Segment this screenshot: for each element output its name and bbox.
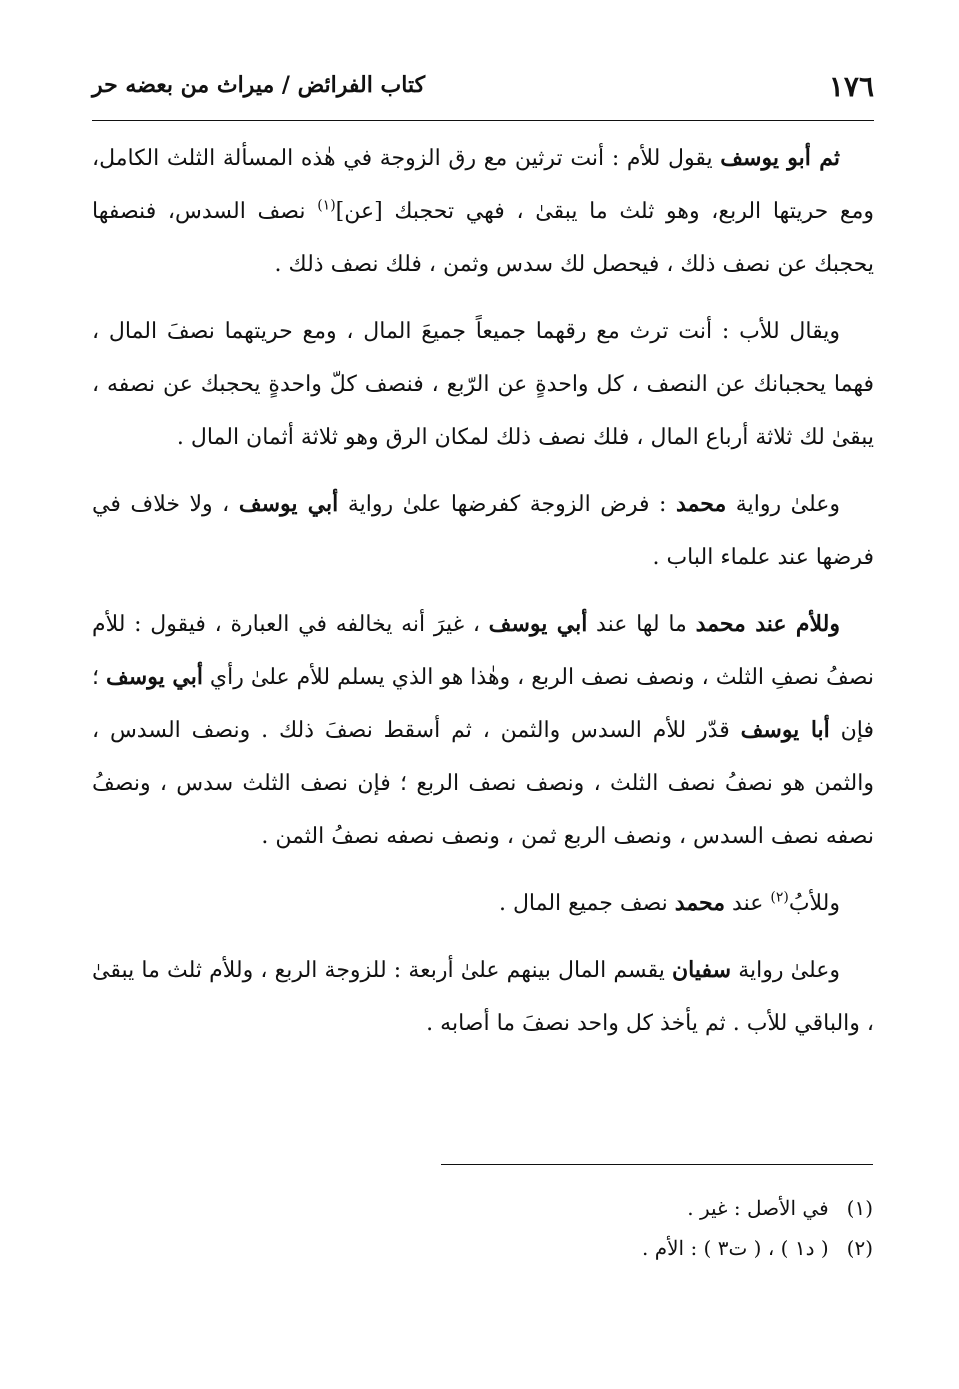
- footnote-number: (١): [846, 1196, 873, 1220]
- paragraph-text: عند: [725, 891, 771, 916]
- paragraph-text: وللأبُ: [788, 891, 840, 916]
- paragraph-text: نصف جميع المال .: [498, 891, 675, 916]
- paragraph-text: ، ولا خلاف في فرضها عند علماء الباب .: [92, 492, 874, 570]
- bold-text: ثم أبو يوسف: [720, 145, 840, 171]
- paragraph-text: ، غيرَ أنه يخالفه في العبارة ، فيقول : للأم نصفُ نصفِ الثلث ، ونصف نصف الربع ، وهٰذا هو الذي يسلم للأم علىٰ رأي: [92, 612, 874, 690]
- paragraph-text: وعلىٰ رواية: [731, 958, 841, 983]
- paragraph-2: [92, 305, 874, 464]
- bold-text: أبا يوسف: [740, 717, 830, 743]
- paragraph-text: قدّر للأم السدس والثمن ، ثم أسقط نصفَ ذلك . ونصف السدس ، والثمن هو نصفُ نصف الثلث ، ونصف نصف الربع ؛ فإن نصف الثلث سدس ، ونصفُ نصفه نصف السدس ، ونصف الربع ثمن ، ونصف نصفه نصفُ الثمن .: [92, 718, 874, 849]
- paragraph-text: : فرض الزوجة كفرضها علىٰ رواية: [338, 492, 676, 517]
- footnotes: [173, 1188, 873, 1268]
- page-body: [92, 132, 874, 1064]
- footnote-item: [173, 1188, 873, 1228]
- paragraph-text: نصف السدس، فنصفها يحجبك عن نصف ذلك ، فيحصل لك سدس وثمن ، فلك نصف ذلك .: [92, 199, 874, 277]
- bold-text: سفيان: [672, 957, 732, 983]
- bold-text: أبي يوسف: [106, 664, 203, 690]
- footnote-reference: (١): [317, 197, 336, 214]
- footnote-item: [173, 1228, 873, 1268]
- footnote-number: (٢): [846, 1236, 873, 1260]
- page-number: ١٧٦: [828, 70, 874, 103]
- paragraph-text: وعلىٰ رواية: [726, 492, 840, 517]
- footnote-reference: (٢): [770, 889, 789, 906]
- paragraph-6: [92, 944, 874, 1050]
- paragraph-text: ما لها عند: [587, 612, 696, 637]
- bold-text: أبي يوسف: [488, 611, 588, 637]
- paragraph-text: يقول للأم : أنت ترثين مع رق الزوجة في هٰذه المسألة الثلث الكامل، ومع حريتها الربع، وهو ثلث ما يبقىٰ ، فهي تحجبك [عن]: [92, 146, 875, 224]
- paragraph-text: ويقال للأب : أنت ترث مع رقهما جميعاً جميعَ المال ، ومع حريتهما نصفَ المال ، فهما يحجبانك عن النصف ، كل واحدةٍ عن الرّبع ، فنصف كلّ واحدةٍ يحجبك عن نصفه ، يبقىٰ لك ثلاثة أرباع المال ، فلك نصف ذلك لمكان الرق وهو ثلاثة أثمان المال .: [92, 319, 874, 450]
- bold-text: وللأم عند محمد: [695, 611, 840, 637]
- paragraph-3: [92, 478, 874, 584]
- bold-text: محمد: [676, 491, 727, 517]
- bold-text: أبي يوسف: [238, 491, 339, 517]
- paragraph-5: [92, 877, 874, 930]
- footnote-divider: [441, 1164, 873, 1165]
- paragraph-4: [92, 598, 874, 863]
- page-header: [92, 70, 874, 121]
- footnote-text: ( د١ ) ، ( ت٣ ) : الأم .: [642, 1236, 829, 1260]
- bold-text: محمد: [674, 890, 726, 916]
- running-title: كتاب الفرائض / ميراث من بعضه حر: [92, 72, 426, 98]
- paragraph-text: يقسم المال بينهم علىٰ أربعة : للزوجة الربع ، وللأم ثلث ما يبقىٰ ، والباقي للأب . ثم يأخذ كل واحد نصفَ ما أصابه .: [92, 958, 874, 1036]
- footnote-text: في الأصل : غير .: [687, 1196, 829, 1220]
- paragraph-1: [92, 132, 874, 291]
- paragraph-text: ؛ فإن: [92, 665, 874, 743]
